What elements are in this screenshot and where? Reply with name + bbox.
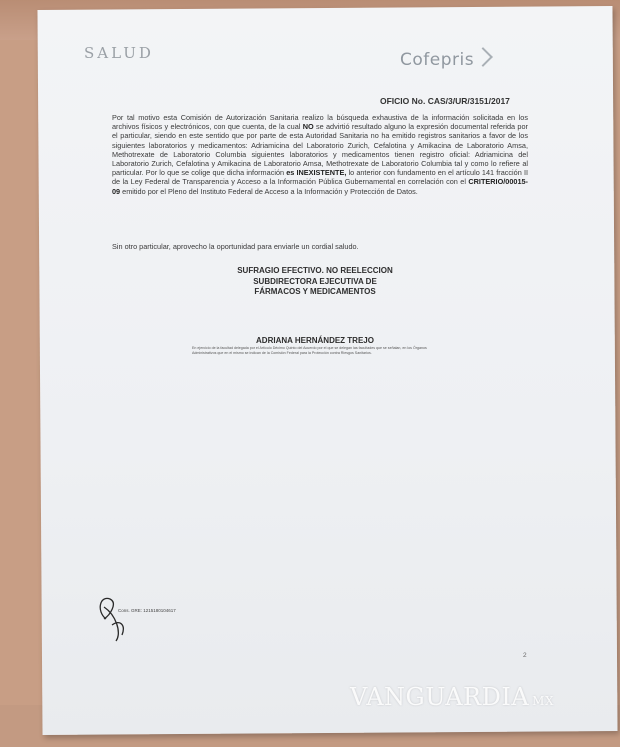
salud-logo: SALUD bbox=[84, 44, 154, 62]
page-number: 2 bbox=[523, 652, 527, 659]
delegation-note: En ejercicio de la facultad delegada por el Artículo Décimo Quinto del Acuerdo por el que se delegan las facultades que se señalan, en los Órganos Administrativos que en el mismo se indican de la Comisión Federal para la Protección contra Riesgos Sanitarios. bbox=[192, 346, 427, 355]
reference-number: Cons. GRE: 1215180104617 bbox=[118, 608, 176, 613]
vanguardia-watermark: VANGUARDIA MX bbox=[350, 683, 554, 711]
signature-heading: SUFRAGIO EFECTIVO. NO REELECCION SUBDIRECTORA EJECUTIVA DE FÁRMACOS Y MEDICAMENTOS bbox=[237, 266, 393, 296]
oficio-number: OFICIO No. CAS/3/UR/3151/2017 bbox=[380, 96, 510, 106]
cofepris-logo: Cofepris bbox=[400, 50, 490, 70]
closing-line: Sin otro particular, aprovecho la oportunidad para enviarle un cordial saludo. bbox=[112, 242, 359, 251]
body-paragraph: Por tal motivo esta Comisión de Autorización Sanitaria realizo la búsqueda exhaustiva de la información solicitada en los archivos físicos y electrónicos, con que cuenta, de la cual NO se advirtió resultado alguno la expresión documental referida por el particular, siendo en este sentido que por parte de esta Autoridad Sanitaria no ha emitido registros sanitarios a favor de los siguientes laboratorios y medicamentos: Adriamicina del Laboratorio Zurich, Cefalotina y Amikacina de Laboratorio Amsa, Methotrexate de Laboratorio Columbia siguientes laboratorios y medicamentos tienen registro oficial: Adriamicina del Laboratorio Zurich, Cefalotina y Amikacina de Laboratorio Amsa, Methotrexate de Laboratorio Columbia tal y como lo refiere al particular. Por lo que se colige que dicha información es INEXISTENTE, lo anterior con fundamento en el artículo 141 fracción II de la Ley Federal de Transparencia y Acceso a la Información Pública Gubernamental en correlación con el CRITERIO/00015-09 emitido por el Pleno del Instituto Federal de Acceso a la Información y Protección de Datos. bbox=[112, 113, 528, 196]
handwritten-signature bbox=[92, 585, 152, 645]
cofepris-arrow-icon bbox=[473, 47, 493, 67]
signer-name: ADRIANA HERNÁNDEZ TREJO bbox=[256, 336, 374, 345]
footer-address bbox=[185, 632, 485, 646]
